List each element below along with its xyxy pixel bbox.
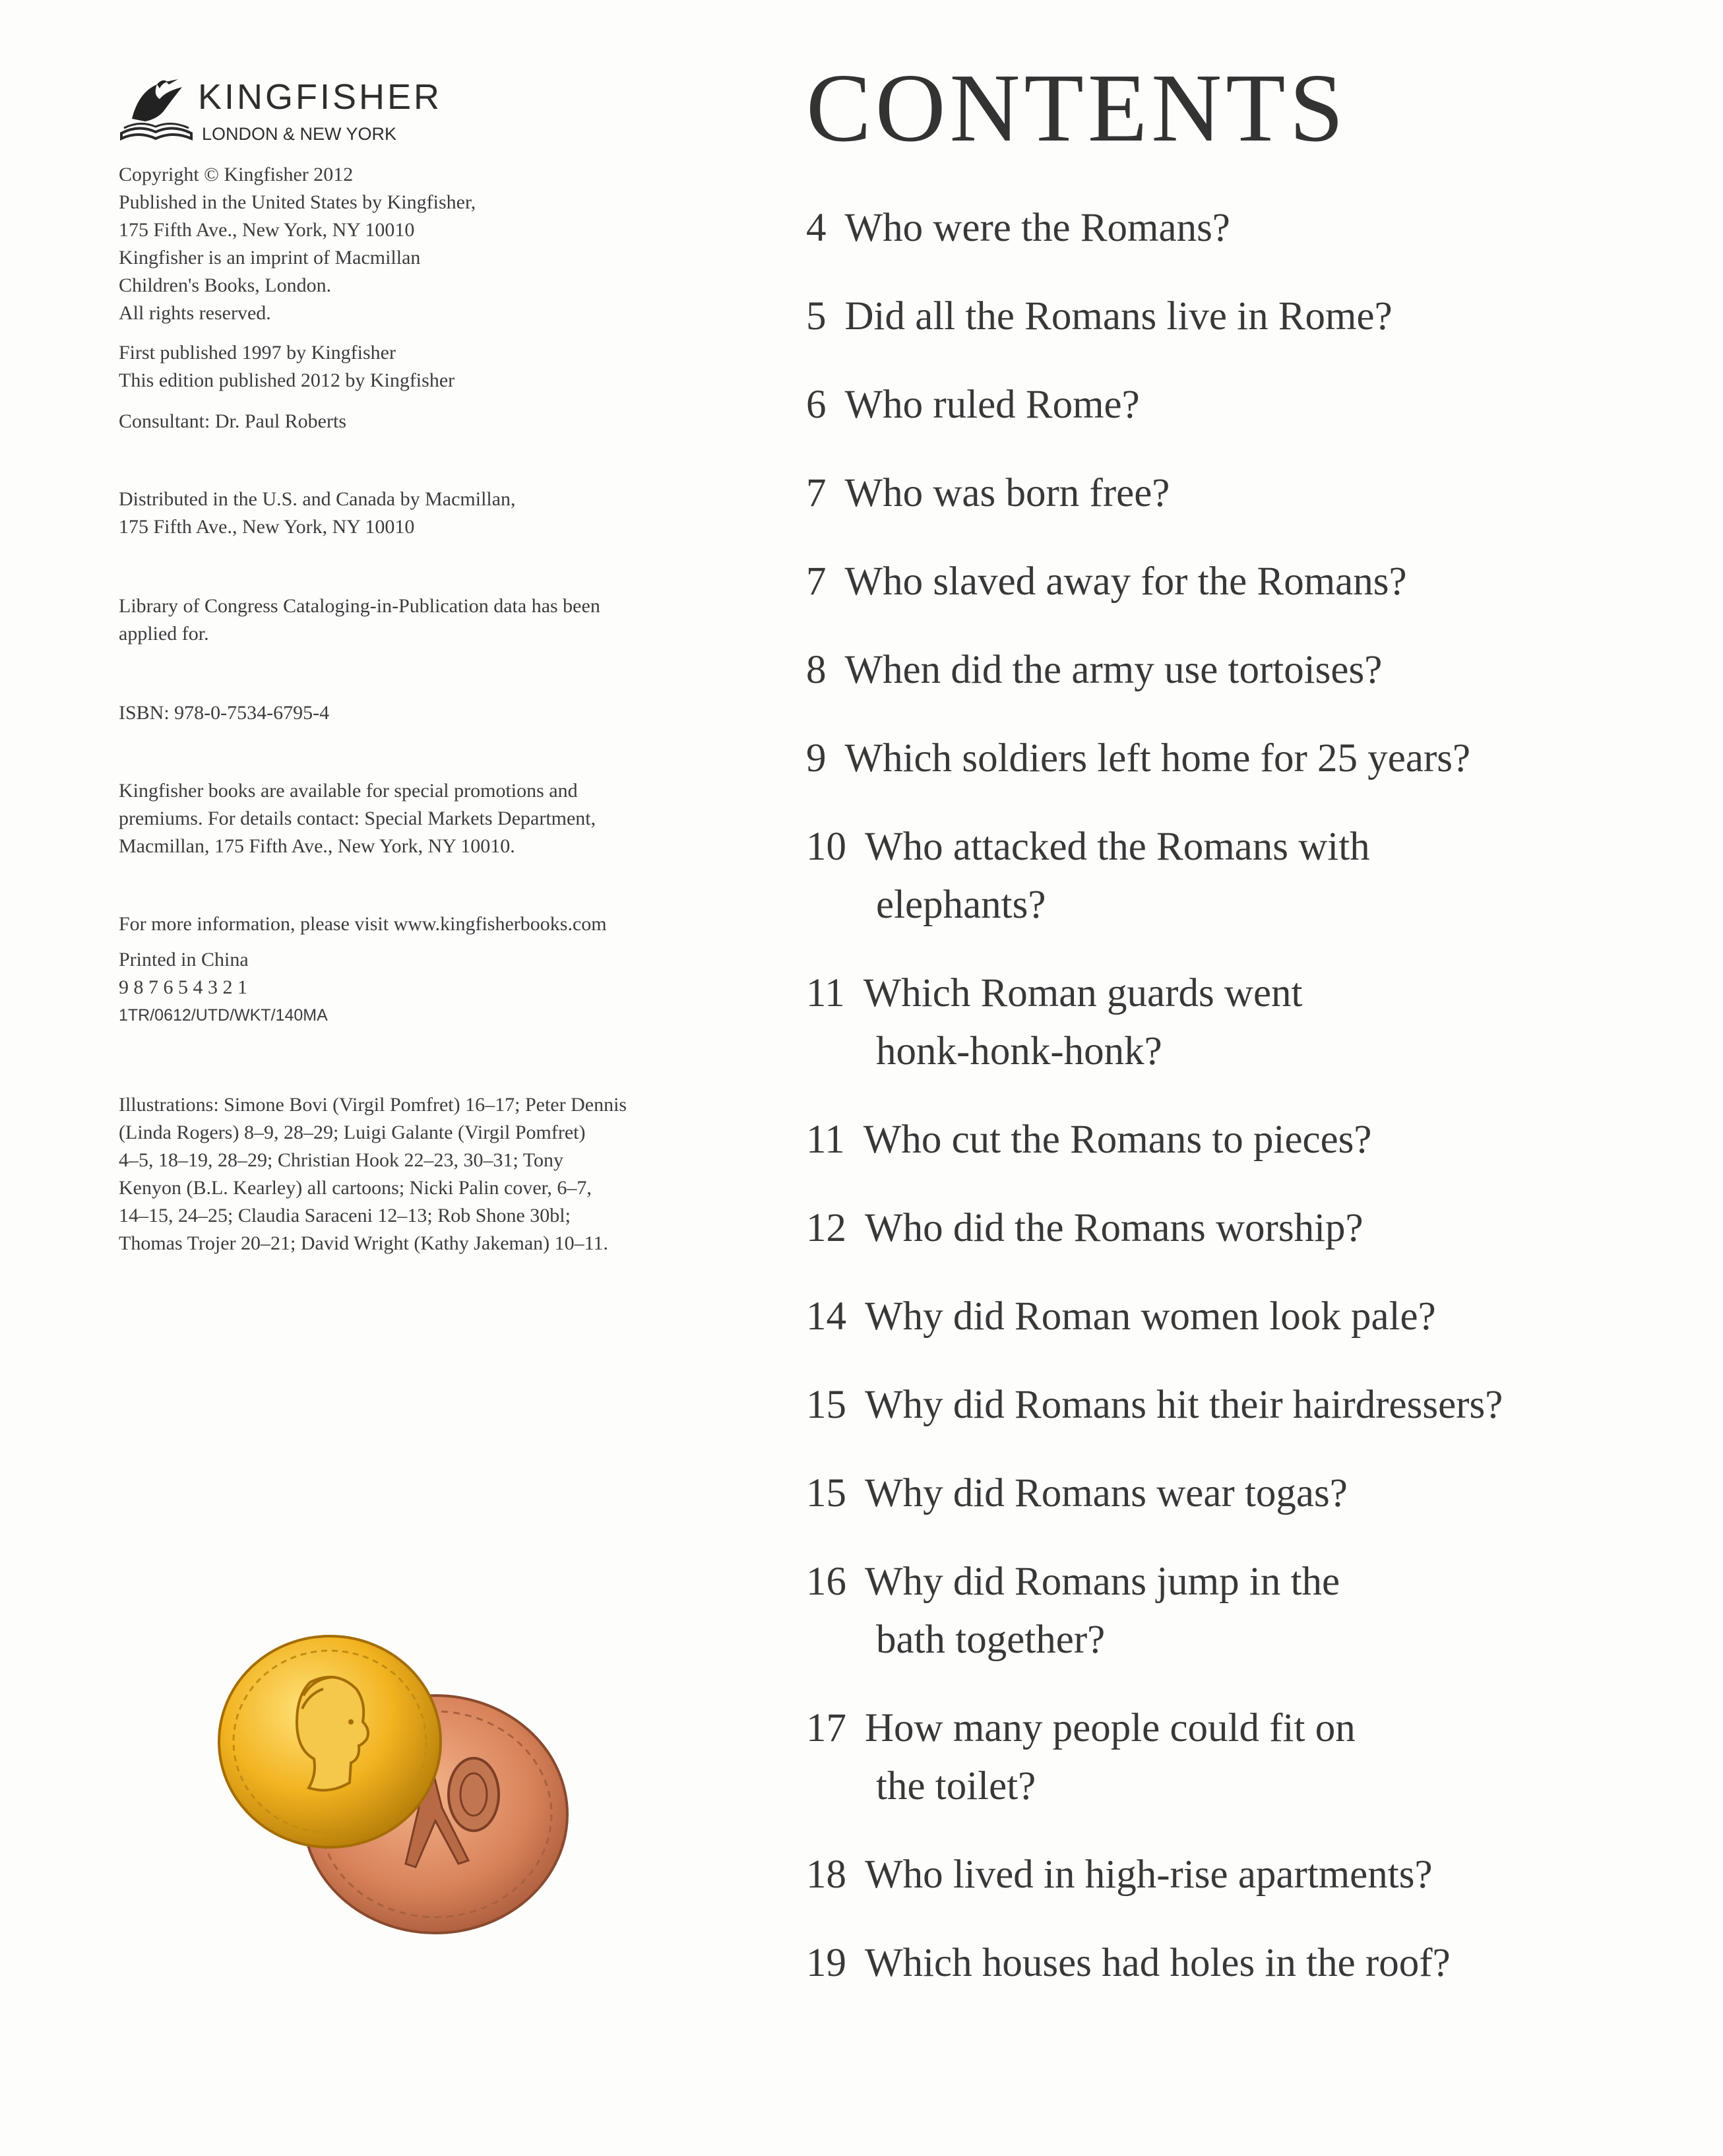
toc-entry[interactable]	[806, 1699, 1703, 1816]
toc-entry[interactable]	[806, 464, 1703, 523]
toc-entry[interactable]	[806, 641, 1703, 699]
toc-entry-title: Who slaved away for the Romans?	[844, 559, 1407, 604]
toc-page-number: 7	[806, 559, 827, 604]
printed-in-text: Printed in China	[119, 949, 249, 970]
toc-page-number: 10	[806, 825, 846, 869]
toc-entry[interactable]	[806, 553, 1703, 611]
isbn-text: ISBN: 978-0-7534-6795-4	[119, 702, 330, 724]
special-sales-block	[119, 777, 752, 860]
toc-entry-title-continued: honk-honk-honk?	[876, 1029, 1162, 1073]
toc-entry-title: How many people could fit on	[865, 1706, 1356, 1750]
edition-line: This edition published 2012 by Kingfisher	[119, 369, 455, 391]
library-line: applied for.	[119, 623, 209, 645]
toc-entry-title: Did all the Romans live in Rome?	[844, 294, 1393, 338]
distribution-block	[119, 486, 752, 541]
publisher-name: KINGFISHER	[198, 77, 443, 117]
toc-entry[interactable]	[806, 199, 1703, 257]
toc-entry-title: Why did Romans wear togas?	[865, 1471, 1348, 1515]
edition-block	[119, 339, 752, 395]
toc-entry-title: Why did Romans jump in the	[865, 1560, 1340, 1604]
toc-entry[interactable]	[806, 1199, 1703, 1257]
copyright-line: Kingfisher is an imprint of Macmillan	[119, 247, 421, 269]
copyright-line: All rights reserved.	[119, 302, 271, 324]
toc-page-number: 6	[806, 383, 827, 427]
toc-page-number: 17	[806, 1706, 846, 1750]
toc-page-number: 18	[806, 1853, 846, 1897]
toc-entry-title: When did the army use tortoises?	[844, 648, 1383, 692]
toc-entry[interactable]	[806, 1846, 1703, 1904]
publisher-logo	[119, 73, 443, 152]
toc-entry[interactable]	[806, 1934, 1703, 1992]
toc-entry-title: Why did Roman women look pale?	[865, 1294, 1436, 1339]
illustrations-line: (Linda Rogers) 8–9, 28–29; Luigi Galante (Virgil Pomfret)	[119, 1122, 586, 1143]
illustrations-line: Kenyon (B.L. Kearley) all cartoons; Nicki Palin cover, 6–7,	[119, 1177, 592, 1199]
toc-entry-title-continued: elephants?	[876, 883, 1046, 927]
toc-entry-title: Who were the Romans?	[844, 206, 1230, 250]
coins-icon	[198, 1610, 580, 1940]
toc-entry-title: Who ruled Rome?	[844, 383, 1140, 427]
toc-page-number: 11	[806, 1118, 845, 1162]
toc-entry[interactable]	[806, 818, 1703, 934]
publisher-locations: LONDON & NEW YORK	[202, 124, 397, 144]
print-line-text: 9 8 7 6 5 4 3 2 1	[119, 976, 247, 998]
toc-entry[interactable]	[806, 1111, 1703, 1169]
library-line: Library of Congress Cataloging-in-Publication data has been	[119, 595, 600, 617]
toc-entry-title: Why did Romans hit their hairdressers?	[865, 1383, 1503, 1427]
distribution-line: 175 Fifth Ave., New York, NY 10010	[119, 516, 415, 538]
illustrations-line: Illustrations: Simone Bovi (Virgil Pomfret) 16–17; Peter Dennis	[119, 1094, 627, 1116]
toc-entry[interactable]	[806, 1288, 1703, 1346]
edition-line: First published 1997 by Kingfisher	[119, 342, 396, 364]
illustrations-block	[119, 1091, 752, 1257]
copyright-line: Published in the United States by Kingfisher,	[119, 191, 476, 213]
toc-page-number: 9	[806, 736, 827, 780]
toc-entry-title: Who cut the Romans to pieces?	[863, 1118, 1372, 1162]
toc-page-number: 7	[806, 471, 827, 515]
toc-page-number: 14	[806, 1294, 846, 1339]
toc-entry-title: Who lived in high-rise apartments?	[865, 1853, 1433, 1897]
library-block	[119, 592, 752, 648]
toc-entry[interactable]	[806, 1553, 1703, 1669]
special-sales-line: Macmillan, 175 Fifth Ave., New York, NY 10010.	[119, 835, 515, 857]
illustrations-line: 4–5, 18–19, 28–29; Christian Hook 22–23, 30–31; Tony	[119, 1149, 564, 1171]
toc-page-number: 16	[806, 1560, 846, 1604]
toc-entry-title: Who attacked the Romans with	[865, 825, 1370, 869]
toc-entry[interactable]	[806, 288, 1703, 346]
toc-page-number: 15	[806, 1471, 846, 1515]
printing-block	[119, 910, 752, 1029]
toc-entry-title: Which houses had holes in the roof?	[865, 1941, 1451, 1985]
special-sales-line: premiums. For details contact: Special Markets Department,	[119, 808, 596, 829]
more-info-text: For more information, please visit www.kingfisherbooks.com	[119, 913, 607, 935]
copyright-line: Children's Books, London.	[119, 274, 332, 296]
contents-title: CONTENTS	[806, 54, 1348, 162]
special-sales-line: Kingfisher books are available for special promotions and	[119, 780, 578, 802]
copyright-line: 175 Fifth Ave., New York, NY 10010	[119, 219, 415, 241]
toc-entry-title: Which soldiers left home for 25 years?	[844, 736, 1471, 780]
toc-entry-title: Who was born free?	[844, 471, 1170, 515]
toc-entry[interactable]	[806, 965, 1703, 1081]
roman-coins-illustration	[198, 1610, 580, 1940]
copyright-block	[119, 161, 752, 327]
toc-page-number: 4	[806, 206, 827, 250]
toc-entry-title: Who did the Romans worship?	[865, 1206, 1363, 1250]
toc-entry[interactable]	[806, 730, 1703, 788]
kingfisher-logo-icon	[119, 73, 195, 145]
toc-page-number: 12	[806, 1206, 846, 1250]
illustrations-line: 14–15, 24–25; Claudia Saraceni 12–13; Rob Shone 30bl;	[119, 1205, 571, 1226]
toc-page-number: 19	[806, 1941, 846, 1985]
toc-entry[interactable]	[806, 1465, 1703, 1523]
print-code-text: 1TR/0612/UTD/WKT/140MA	[119, 1006, 328, 1025]
consultant-text: Consultant: Dr. Paul Roberts	[119, 410, 346, 432]
toc-entry-title-continued: bath together?	[876, 1618, 1106, 1662]
toc-entry[interactable]	[806, 1376, 1703, 1434]
illustrations-line: Thomas Trojer 20–21; David Wright (Kathy Jakeman) 10–11.	[119, 1232, 609, 1254]
toc-page-number: 5	[806, 294, 827, 338]
toc-entry-title-continued: the toilet?	[876, 1764, 1036, 1808]
distribution-line: Distributed in the U.S. and Canada by Macmillan,	[119, 488, 516, 510]
toc-page-number: 8	[806, 648, 827, 692]
toc-entry-title: Which Roman guards went	[863, 971, 1303, 1015]
consultant-line	[119, 408, 752, 435]
isbn-block	[119, 699, 752, 727]
copyright-line: Copyright © Kingfisher 2012	[119, 164, 354, 185]
toc-page-number: 15	[806, 1383, 846, 1427]
toc-page-number: 11	[806, 971, 845, 1015]
toc-entry[interactable]	[806, 376, 1703, 434]
